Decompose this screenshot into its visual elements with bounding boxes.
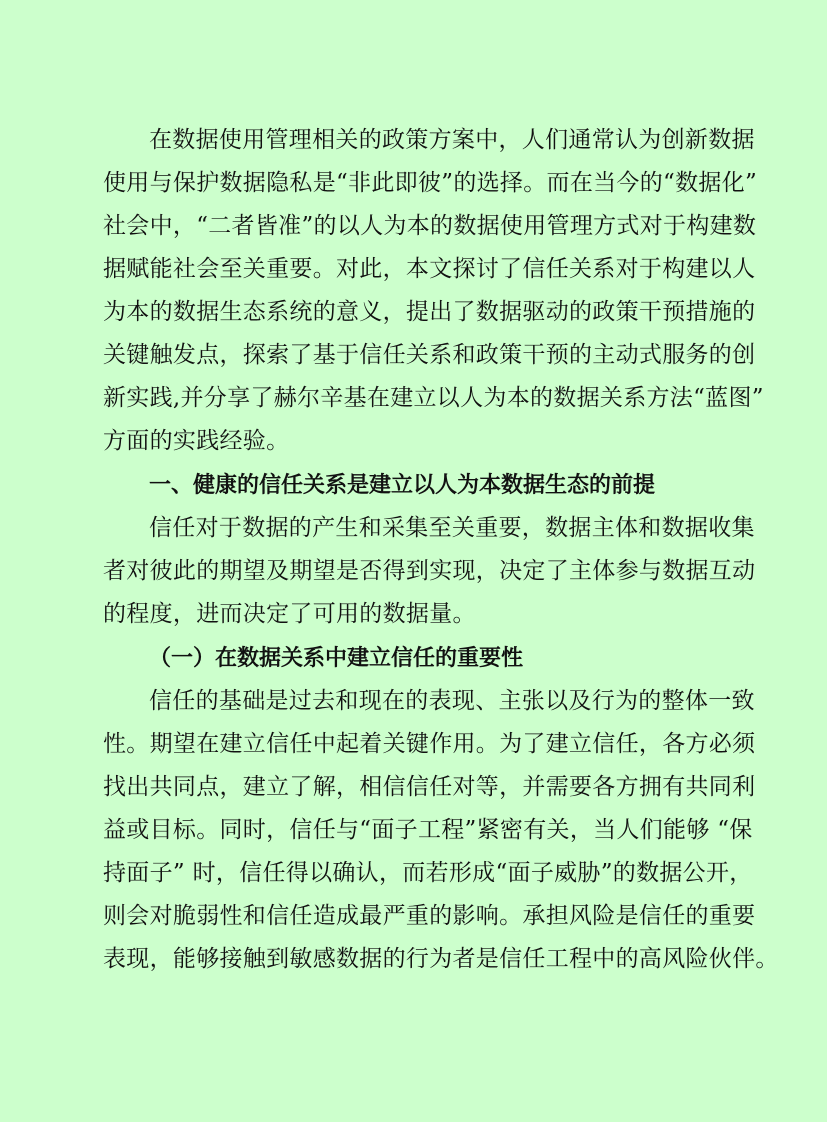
section1-line: 的程度，进而决定了可用的数据量。 <box>103 601 476 627</box>
intro-line: 社会中，“二者皆准”的以人为本的数据使用管理方式对于构建数 <box>103 213 757 239</box>
intro-line: 在数据使用管理相关的政策方案中，人们通常认为创新数据 <box>149 127 755 153</box>
intro-line: 据赋能社会至关重要。对此，本文探讨了信任关系对于构建以人 <box>103 256 756 282</box>
intro-line: 方面的实践经验。 <box>103 428 290 454</box>
subsection1-line: 表现，能够接触到敏感数据的行为者是信任工程中的高风险伙伴。 <box>103 946 779 972</box>
subsection1-line: 性。期望在建立信任中起着关键作用。为了建立信任，各方必须 <box>103 731 756 757</box>
intro-line: 为本的数据生态系统的意义，提出了数据驱动的政策干预措施的 <box>103 299 756 325</box>
subsection1-line: 则会对脆弱性和信任造成最严重的影响。承担风险是信任的重要 <box>103 903 756 929</box>
intro-line: 新实践,并分享了赫尔辛基在建立以人为本的数据关系方法“蓝图” <box>103 385 764 411</box>
subsection-heading: （一）在数据关系中建立信任的重要性 <box>149 645 524 671</box>
subsection1-line: 信任的基础是过去和现在的表现、主张以及行为的整体一致 <box>149 688 755 714</box>
subsection1-line: 益或目标。同时，信任与“面子工程”紧密有关，当人们能够 “保 <box>103 817 753 843</box>
subsection1-line: 找出共同点，建立了解，相信信任对等，并需要各方拥有共同利 <box>103 774 756 800</box>
subsection1-line: 持面子” 时，信任得以确认，而若形成“面子威胁”的数据公开， <box>103 860 753 886</box>
section1-line: 者对彼此的期望及期望是否得到实现，决定了主体参与数据互动 <box>103 558 756 584</box>
section-heading: 一、健康的信任关系是建立以人为本数据生态的前提 <box>149 473 656 498</box>
intro-line: 关键触发点，探索了基于信任关系和政策干预的主动式服务的创 <box>103 342 756 368</box>
section1-line: 信任对于数据的产生和采集至关重要，数据主体和数据收集 <box>149 515 755 541</box>
intro-line: 使用与保护数据隐私是“非此即彼”的选择。而在当今的“数据化” <box>103 170 758 196</box>
